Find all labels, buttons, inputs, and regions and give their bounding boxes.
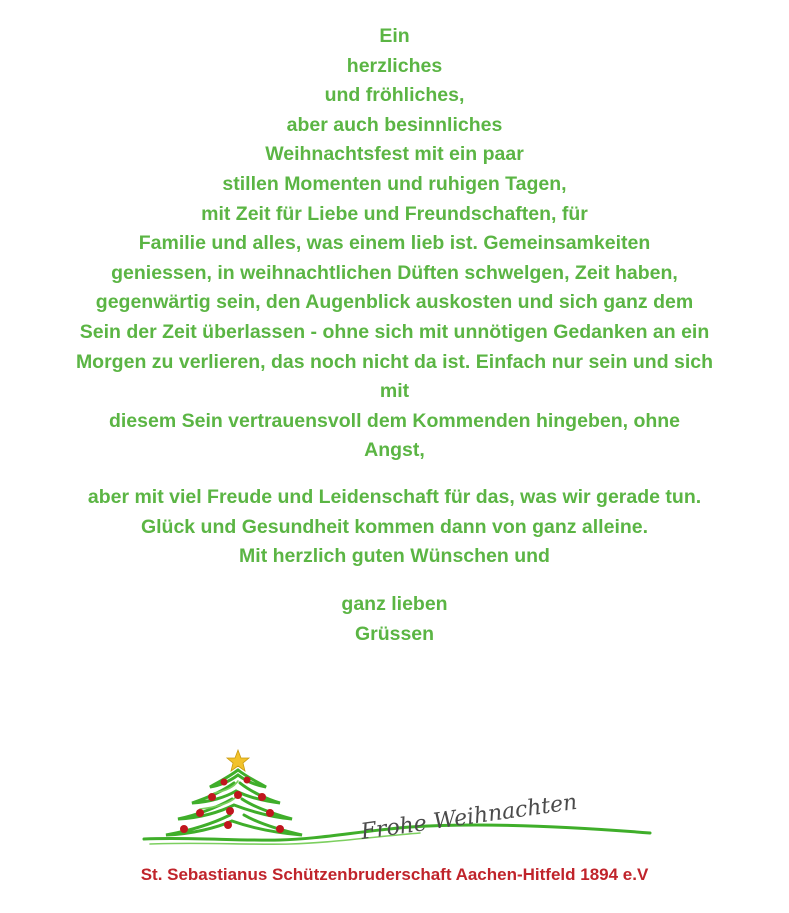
greeting-line: Weihnachtsfest mit ein paar xyxy=(265,143,524,166)
greeting-line: Glück und Gesundheit kommen dann von ganz alleine. xyxy=(140,515,649,538)
greeting-line: stillen Momenten und ruhigen Tagen, xyxy=(222,172,567,195)
greeting-line: Familie und alles, was einem lieb ist. Gemeinsamkeiten xyxy=(138,232,651,255)
greeting-line: aber auch besinnliches xyxy=(286,113,503,136)
greeting-line: Sein der Zeit überlassen - ohne sich mit unnötigen Gedanken an ein xyxy=(79,320,710,343)
greeting-line: gegenwärtig sein, den Augenblick auskosten und sich ganz dem xyxy=(95,291,694,314)
greeting-line: ganz lieben xyxy=(341,593,448,615)
greeting-line: aber mit viel Freude und Leidenschaft für das, was wir gerade tun. xyxy=(87,486,702,508)
script-greeting: Frohe Weihnachten xyxy=(359,789,579,845)
club-name: St. Sebastianus Schützenbruderschaft Aachen-Hitfeld 1894 e.V xyxy=(140,865,649,884)
greeting-line: mit Zeit für Liebe und Freundschaften, für xyxy=(201,202,588,225)
greeting-line: und fröhliches, xyxy=(324,84,465,107)
christmas-illustration xyxy=(130,745,670,855)
star-icon xyxy=(227,750,249,771)
greeting-block-main xyxy=(0,22,789,466)
greeting-block-closing xyxy=(0,590,789,649)
greeting-line: mit xyxy=(379,380,410,403)
greeting-line: Mit herzlich guten Wünschen und xyxy=(239,545,550,568)
christmas-tree-icon xyxy=(130,745,670,855)
greeting-line: diesem Sein vertrauensvoll dem Kommenden hingeben, ohne xyxy=(108,409,681,432)
greeting-line: Ein xyxy=(379,25,410,47)
greeting-block-wishes xyxy=(0,483,789,572)
greeting-line: herzliches xyxy=(346,54,443,77)
greeting-line: Angst, xyxy=(364,439,425,462)
greeting-line: Grüssen xyxy=(354,622,435,645)
greeting-line: geniessen, in weihnachtlichen Düften schwelgen, Zeit haben, xyxy=(111,261,678,284)
greeting-line: Morgen zu verlieren, das noch nicht da ist. Einfach nur sein und sich xyxy=(75,350,714,373)
